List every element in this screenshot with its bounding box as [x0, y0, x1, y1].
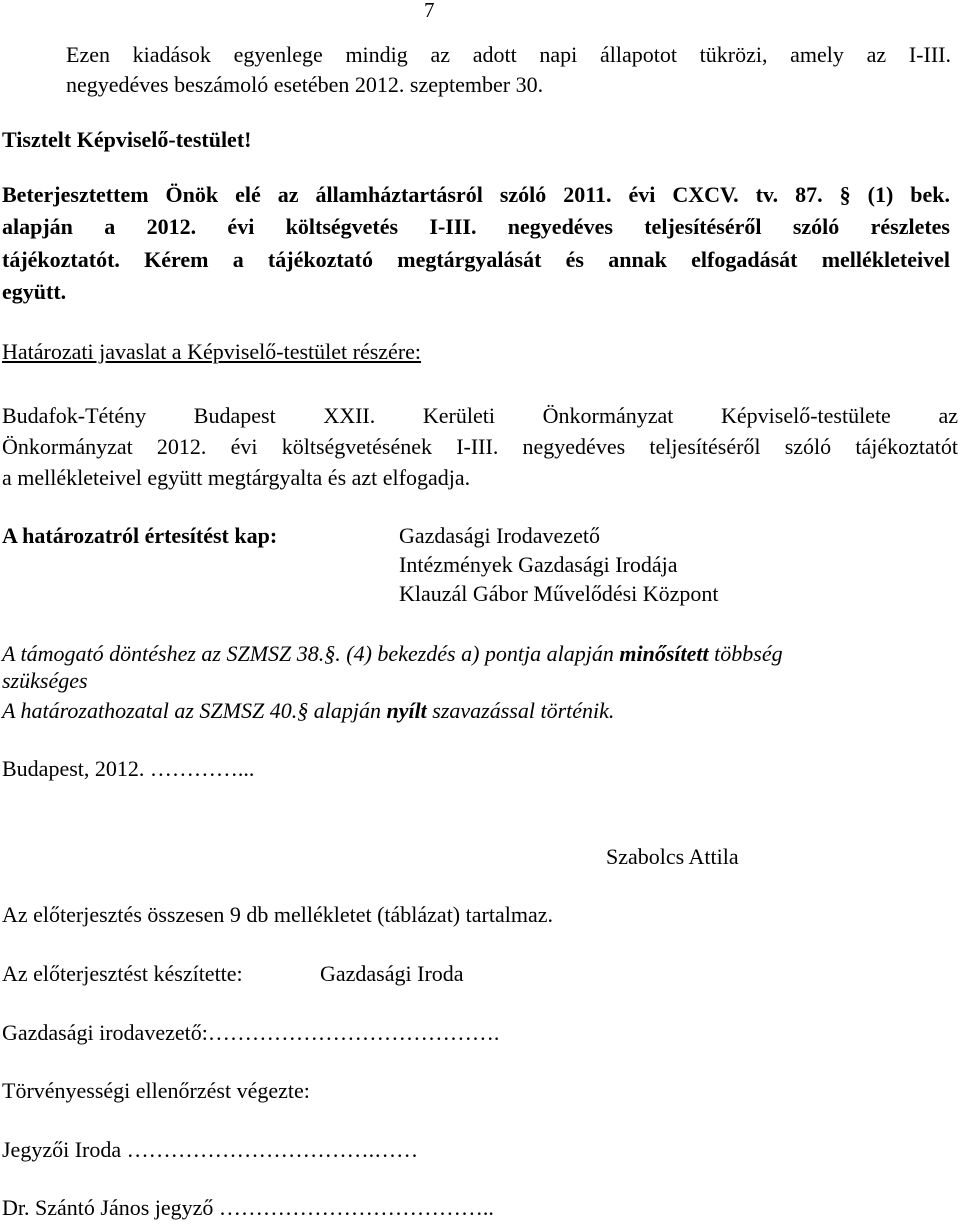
date-line: Budapest, 2012. …………...	[2, 756, 255, 781]
intro-line-1: Ezen kiadások egyenlege mindig az adott napi állapotot tükrözi, amely az I-III.	[66, 42, 951, 67]
notary-office-signature: Jegyzői Iroda …………………………….……	[2, 1137, 419, 1162]
salutation: Tisztelt Képviselő-testület!	[2, 127, 252, 152]
voting-text: szavazással történik.	[426, 698, 615, 723]
attachments-note: Az előterjesztés összesen 9 db mellékletet (táblázat) tartalmaz.	[2, 902, 553, 927]
prepared-by-value: Gazdasági Iroda	[320, 961, 464, 986]
intro-line-2: negyedéves beszámoló esetében 2012. szeptember 30.	[66, 72, 544, 97]
head-of-finance-signature: Gazdasági irodavezető:………………………………….	[2, 1020, 500, 1045]
legal-check-label: Törvényességi ellenőrzést végezte:	[2, 1078, 310, 1103]
proposal-line-3: a mellékleteivel együtt megtárgyalta és azt elfogadja.	[2, 465, 471, 490]
submission-line-3: tájékoztatót. Kérem a tájékoztató megtárgyalását és annak elfogadását mellékleteivel	[2, 247, 950, 272]
voting-majority-type: minősített	[619, 641, 709, 666]
submission-line-2: alapján a 2012. évi költségvetés I-III. negyedéves teljesítéséről szóló részletes	[2, 214, 950, 239]
submission-line-1: Beterjesztettem Önök elé az államháztartásról szóló 2011. évi CXCV. tv. 87. § (1) bek.	[2, 182, 950, 207]
notary-signature: Dr. Szántó János jegyző ………………………………..	[2, 1195, 494, 1220]
voting-line-2: szükséges	[2, 668, 88, 693]
proposal-line-2: Önkormányzat 2012. évi költségvetésének I-III. negyedéves teljesítéséről szóló tájékoztatót	[2, 434, 958, 459]
notify-recipient: Intézmények Gazdasági Irodája	[399, 552, 678, 577]
voting-text: A határozathozatal az SZMSZ 40.§ alapján	[2, 698, 387, 723]
voting-text: A támogató döntéshez az SZMSZ 38.§. (4) bekezdés a) pontja alapján	[2, 641, 620, 666]
notify-recipient: Gazdasági Irodavezető	[399, 523, 600, 548]
signatory-name: Szabolcs Attila	[606, 844, 739, 869]
proposal-line-1: Budafok-Tétény Budapest XXII. Kerületi Önkormányzat Képviselő-testülete az	[2, 403, 958, 428]
voting-text: többség	[708, 641, 783, 666]
page-number: 7	[424, 0, 435, 22]
voting-line-3	[2, 700, 614, 722]
notify-recipient: Klauzál Gábor Művelődési Központ	[399, 581, 719, 606]
prepared-by-label: Az előterjesztést készítette:	[2, 961, 243, 986]
voting-method: nyílt	[386, 698, 427, 723]
submission-line-4: együtt.	[2, 279, 67, 304]
notify-label: A határozatról értesítést kap:	[2, 523, 278, 548]
voting-line-1	[2, 643, 783, 665]
proposal-heading: Határozati javaslat a Képviselő-testület részére:	[2, 339, 422, 364]
